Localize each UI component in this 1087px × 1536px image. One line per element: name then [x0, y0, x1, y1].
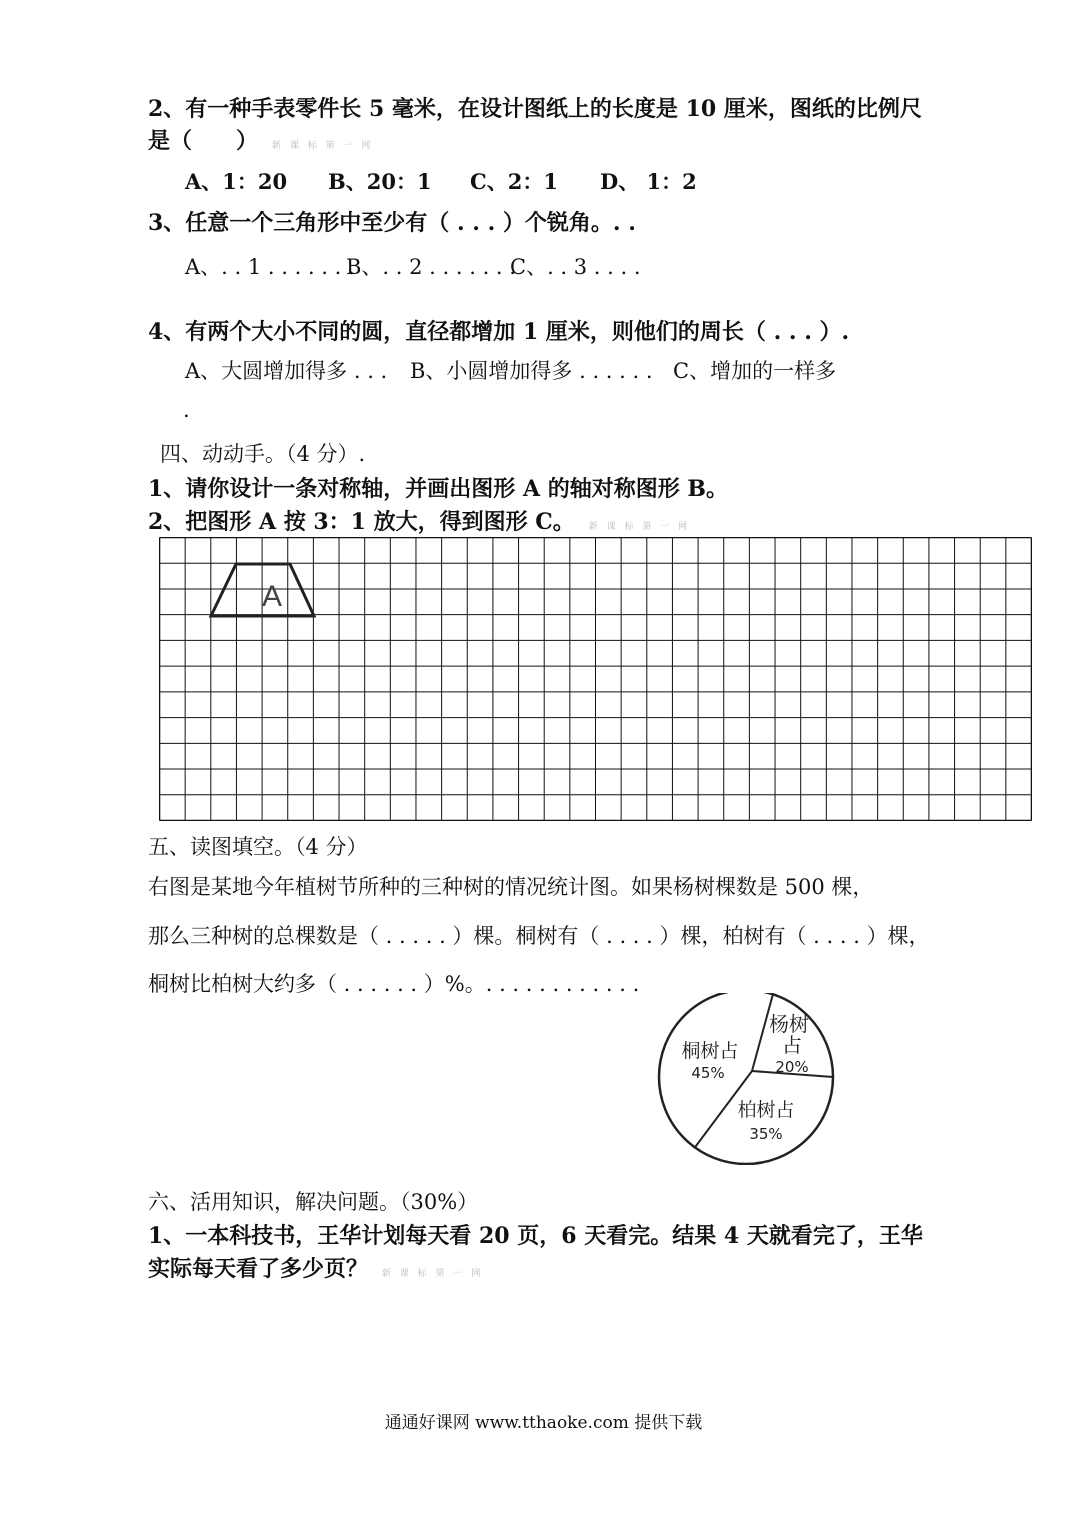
- section4-title: 四、动动手。（4 分）.: [160, 442, 366, 466]
- stray-dot: .: [183, 398, 190, 422]
- section6-item1-line2: [148, 1252, 483, 1283]
- grid-lines: [160, 538, 1032, 821]
- q2-option-b: B、20：1: [328, 169, 432, 194]
- slice-label-yang-2: 占: [782, 1033, 802, 1057]
- q4-option-b: B、小圆增加得多 . . . . . .: [410, 359, 653, 383]
- section5-line1: 右图是某地今年植树节所种的三种树的情况统计图。如果杨树棵数是 500 棵，: [148, 875, 874, 899]
- section5-line3: 桐树比柏树大约多（ . . . . . . ）%。. . . . . . . . . . . .: [148, 972, 640, 996]
- section6-item1-line1: 1、一本科技书，王华计划每天看 20 页，6 天看完。结果 4 天就看完了，王华: [148, 1223, 923, 1249]
- slice-label-yang: 杨树: [769, 1012, 809, 1036]
- watermark: 新 课 标 第 一 网: [382, 1269, 484, 1279]
- slice-value-bai: 35%: [749, 1125, 783, 1143]
- q4-text: 4、有两个大小不同的圆，直径都增加 1 厘米，则他们的周长（ . . . ）.: [148, 319, 850, 345]
- slice-value-yang: 20%: [775, 1058, 809, 1076]
- section4-item1: 1、请你设计一条对称轴，并画出图形 A 的轴对称图形 B。: [148, 476, 728, 502]
- slice-label-bai: 柏树占: [737, 1099, 795, 1121]
- q2-line2-text: 是（ ）: [148, 128, 259, 154]
- page-footer: 通通好课网 www.tthaoke.com 提供下载: [384, 1413, 703, 1433]
- watermark: 新 课 标 第 一 网: [588, 522, 691, 532]
- q2-option-a: A、1：20: [185, 169, 288, 194]
- q3-option-b: B、. . 2 . . . . . . .: [346, 255, 516, 279]
- q3-text: 3、任意一个三角形中至少有（ . . . ）个锐角。. .: [148, 210, 636, 236]
- watermark: 新 课 标 第 一 网: [272, 141, 374, 151]
- q3-option-c: C、. . 3 . . . .: [510, 255, 641, 279]
- pie-chart: [652, 993, 842, 1165]
- drawing-grid: [159, 537, 1032, 821]
- q3-option-a: A、. . 1 . . . . . . .: [185, 255, 355, 279]
- q2-option-d: D、 1：2: [600, 169, 697, 194]
- q4-option-a: A、大圆增加得多 . . .: [185, 359, 388, 383]
- slice-value-tong: 45%: [691, 1064, 725, 1082]
- q4-option-c: C、增加的一样多: [673, 359, 837, 383]
- section6-item1-line2-text: 实际每天看了多少页？: [148, 1256, 369, 1282]
- section6-title: 六、活用知识，解决问题。（30%）: [148, 1190, 479, 1214]
- q2-line1: 2、有一种手表零件长 5 毫米，在设计图纸上的长度是 10 厘米，图纸的比例尺: [148, 96, 922, 122]
- shape-label-a: A: [261, 580, 283, 613]
- q2-line2: [148, 124, 373, 155]
- section4-item2: [148, 505, 690, 536]
- section5-title: 五、读图填空。（4 分）: [148, 835, 368, 859]
- slice-label-tong: 桐树占: [681, 1040, 739, 1062]
- q2-option-c: C、2：1: [470, 169, 558, 194]
- section4-item2-text: 2、把图形 A 按 3：1 放大，得到图形 C。: [148, 509, 575, 535]
- section5-line2: 那么三种树的总棵数是（ . . . . . ）棵。桐树有（ . . . . ）棵，柏树有（ . . . . ）棵，: [148, 924, 930, 948]
